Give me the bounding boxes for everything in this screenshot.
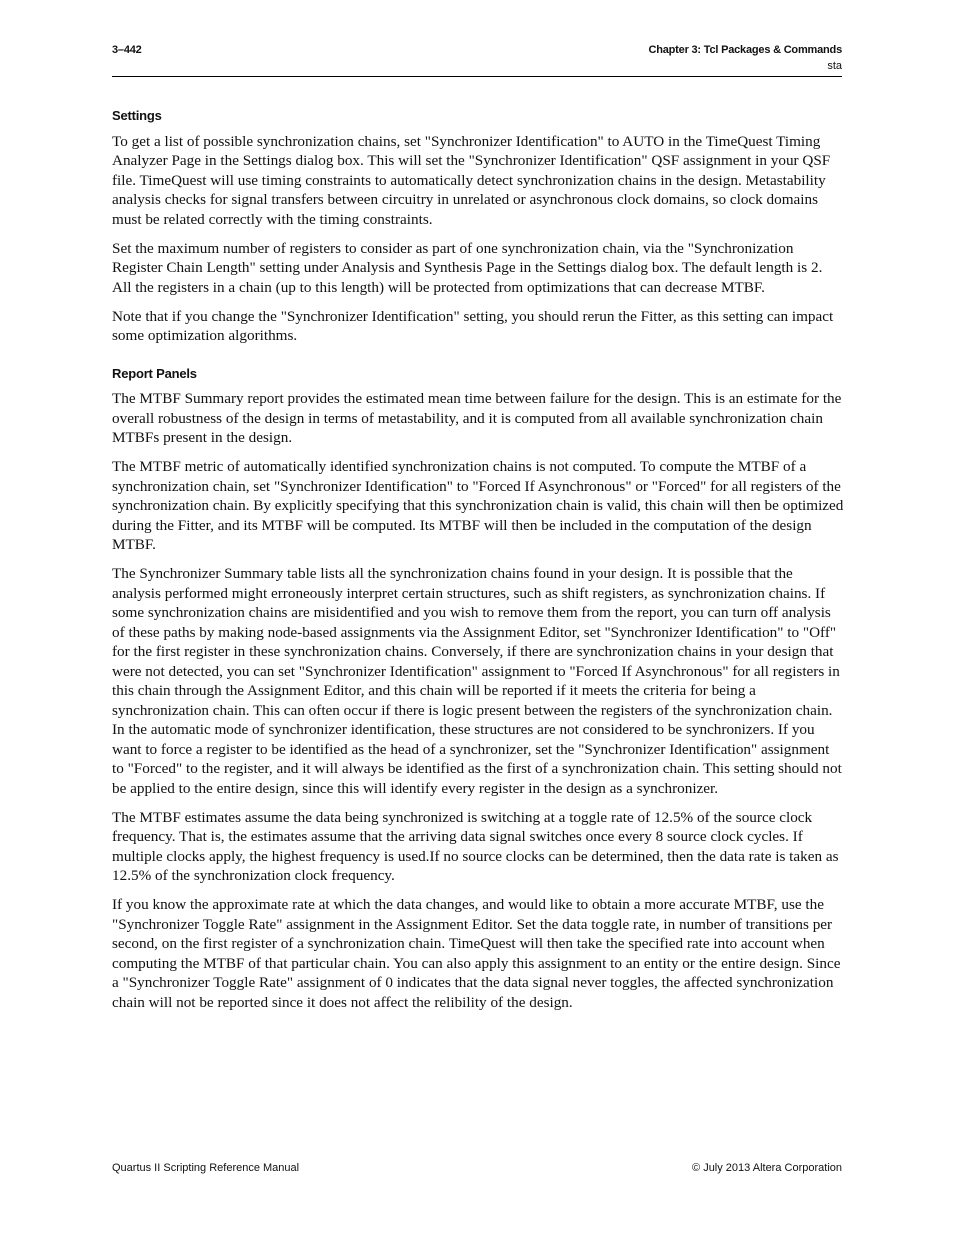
footer-copyright: © July 2013 Altera Corporation bbox=[692, 1162, 842, 1174]
footer-manual-title: Quartus II Scripting Reference Manual bbox=[112, 1162, 300, 1174]
settings-paragraph: Note that if you change the "Synchronizer Identification" setting, you should rerun the Fitter, as this setting can impact some optimization algorithms. bbox=[112, 307, 834, 344]
report-panels-heading: Report Panels bbox=[112, 365, 197, 381]
settings-paragraph: To get a list of possible synchronization chains, set "Synchronizer Identification" to AUTO in the TimeQuest Timing Analyzer Page in the Settings dialog box. This will set the "Synchronizer Identification" QSF assignment in your QSF file. TimeQuest will use timing constraints to automatically detect synchronization chains in the design. Metastability analysis checks for signal transfers between circuitry in unrelated or asynchronous clock domains, so clock domains must be related correctly with the timing constraints. bbox=[112, 132, 831, 228]
chapter-title: Chapter 3: Tcl Packages & Commands bbox=[648, 44, 842, 56]
page-number: 3–442 bbox=[112, 44, 142, 56]
report-panels-paragraph: If you know the approximate rate at which the data changes, and would like to obtain a more accurate MTBF, use the "Synchronizer Toggle Rate" assignment in the Assignment Editor. Set the data toggle rate, in number of transitions per second, on the first register of a synchronization chain. TimeQuest will then take the specified rate into account when computing the MTBF of that particular chain. You can also apply this assignment to an entity or the entire design. Since a "Synchronizer Toggle Rate" assignment of 0 indicates that the data signal never toggles, the affected synchronization chain will not be reported since it does not affect the relibility of the design. bbox=[112, 896, 841, 1011]
settings-paragraph: Set the maximum number of registers to consider as part of one synchronization chain, via the "Synchronization Register Chain Length" setting under Analysis and Synthesis Page in the Settings dialog box. The default length is 2. All the registers in a chain (up to this length) will be protected from optimizations that can decrease MTBF. bbox=[112, 239, 823, 296]
header-rule bbox=[112, 76, 842, 77]
report-panels-paragraph: The Synchronizer Summary table lists all the synchronization chains found in your design. It is possible that the analysis performed might erroneously interpret certain structures, such as shift registers, as synchronization chains. If some synchronization chains are misidentified and you wish to remove them from the report, you can turn off analysis of these paths by making node-based assignments via the Assignment Editor, set "Synchronizer Identification" to "Off" for the first register in these synchronization chains. Conversely, if there are synchronization chains in your design that were not detected, you can set "Synchronizer Identification" assignment to "Forced If Asynchronous" for all registers in this chain through the Assignment Editor, and this chain will be reported if it meets the criteria for being a synchronization chain. This can often occur if there is logic present between the registers of the synchronization chain. In the automatic mode of synchronizer identification, these structures are not considered to be synchronizers. If you want to force a register to be identified as the head of a synchronizer, set the "Synchronizer Identification" assignment to "Forced" to the register, and it will always be identified as the first of a synchronization chain. This setting should not be applied to the entire design, since this will identify every register in the design as a synchronizer. bbox=[112, 565, 842, 797]
settings-heading: Settings bbox=[112, 108, 162, 123]
page-body bbox=[112, 106, 844, 1022]
report-panels-paragraph: The MTBF Summary report provides the estimated mean time between failure for the design. This is an estimate for the overall robustness of the design in terms of metastability, and it is computed from all available synchronization chain MTBFs present in the design. bbox=[112, 390, 842, 446]
report-panels-paragraph: The MTBF metric of automatically identified synchronization chains is not computed. To compute the MTBF of a synchronization chain, set "Synchronizer Identification" to "Forced If Asynchronous" or "Forced" for all registers of the synchronization chain. By explicitly specifying that this synchronization chain is valid, this chain will then be optimized during the Fitter, and its MTBF will be computed. Its MTBF will then be included in the computation of the design MTBF. bbox=[112, 458, 844, 553]
report-panels-paragraph: The MTBF estimates assume the data being synchronized is switching at a toggle rate of 12.5% of the source clock frequency. That is, the estimates assume that the arriving data signal switches once every 8 source clock cycles. If multiple clocks apply, the highest frequency is used.If no source clocks can be determined, then the data rate is taken as 12.5% of the synchronization clock frequency. bbox=[112, 808, 839, 884]
section-name: sta bbox=[827, 60, 842, 72]
